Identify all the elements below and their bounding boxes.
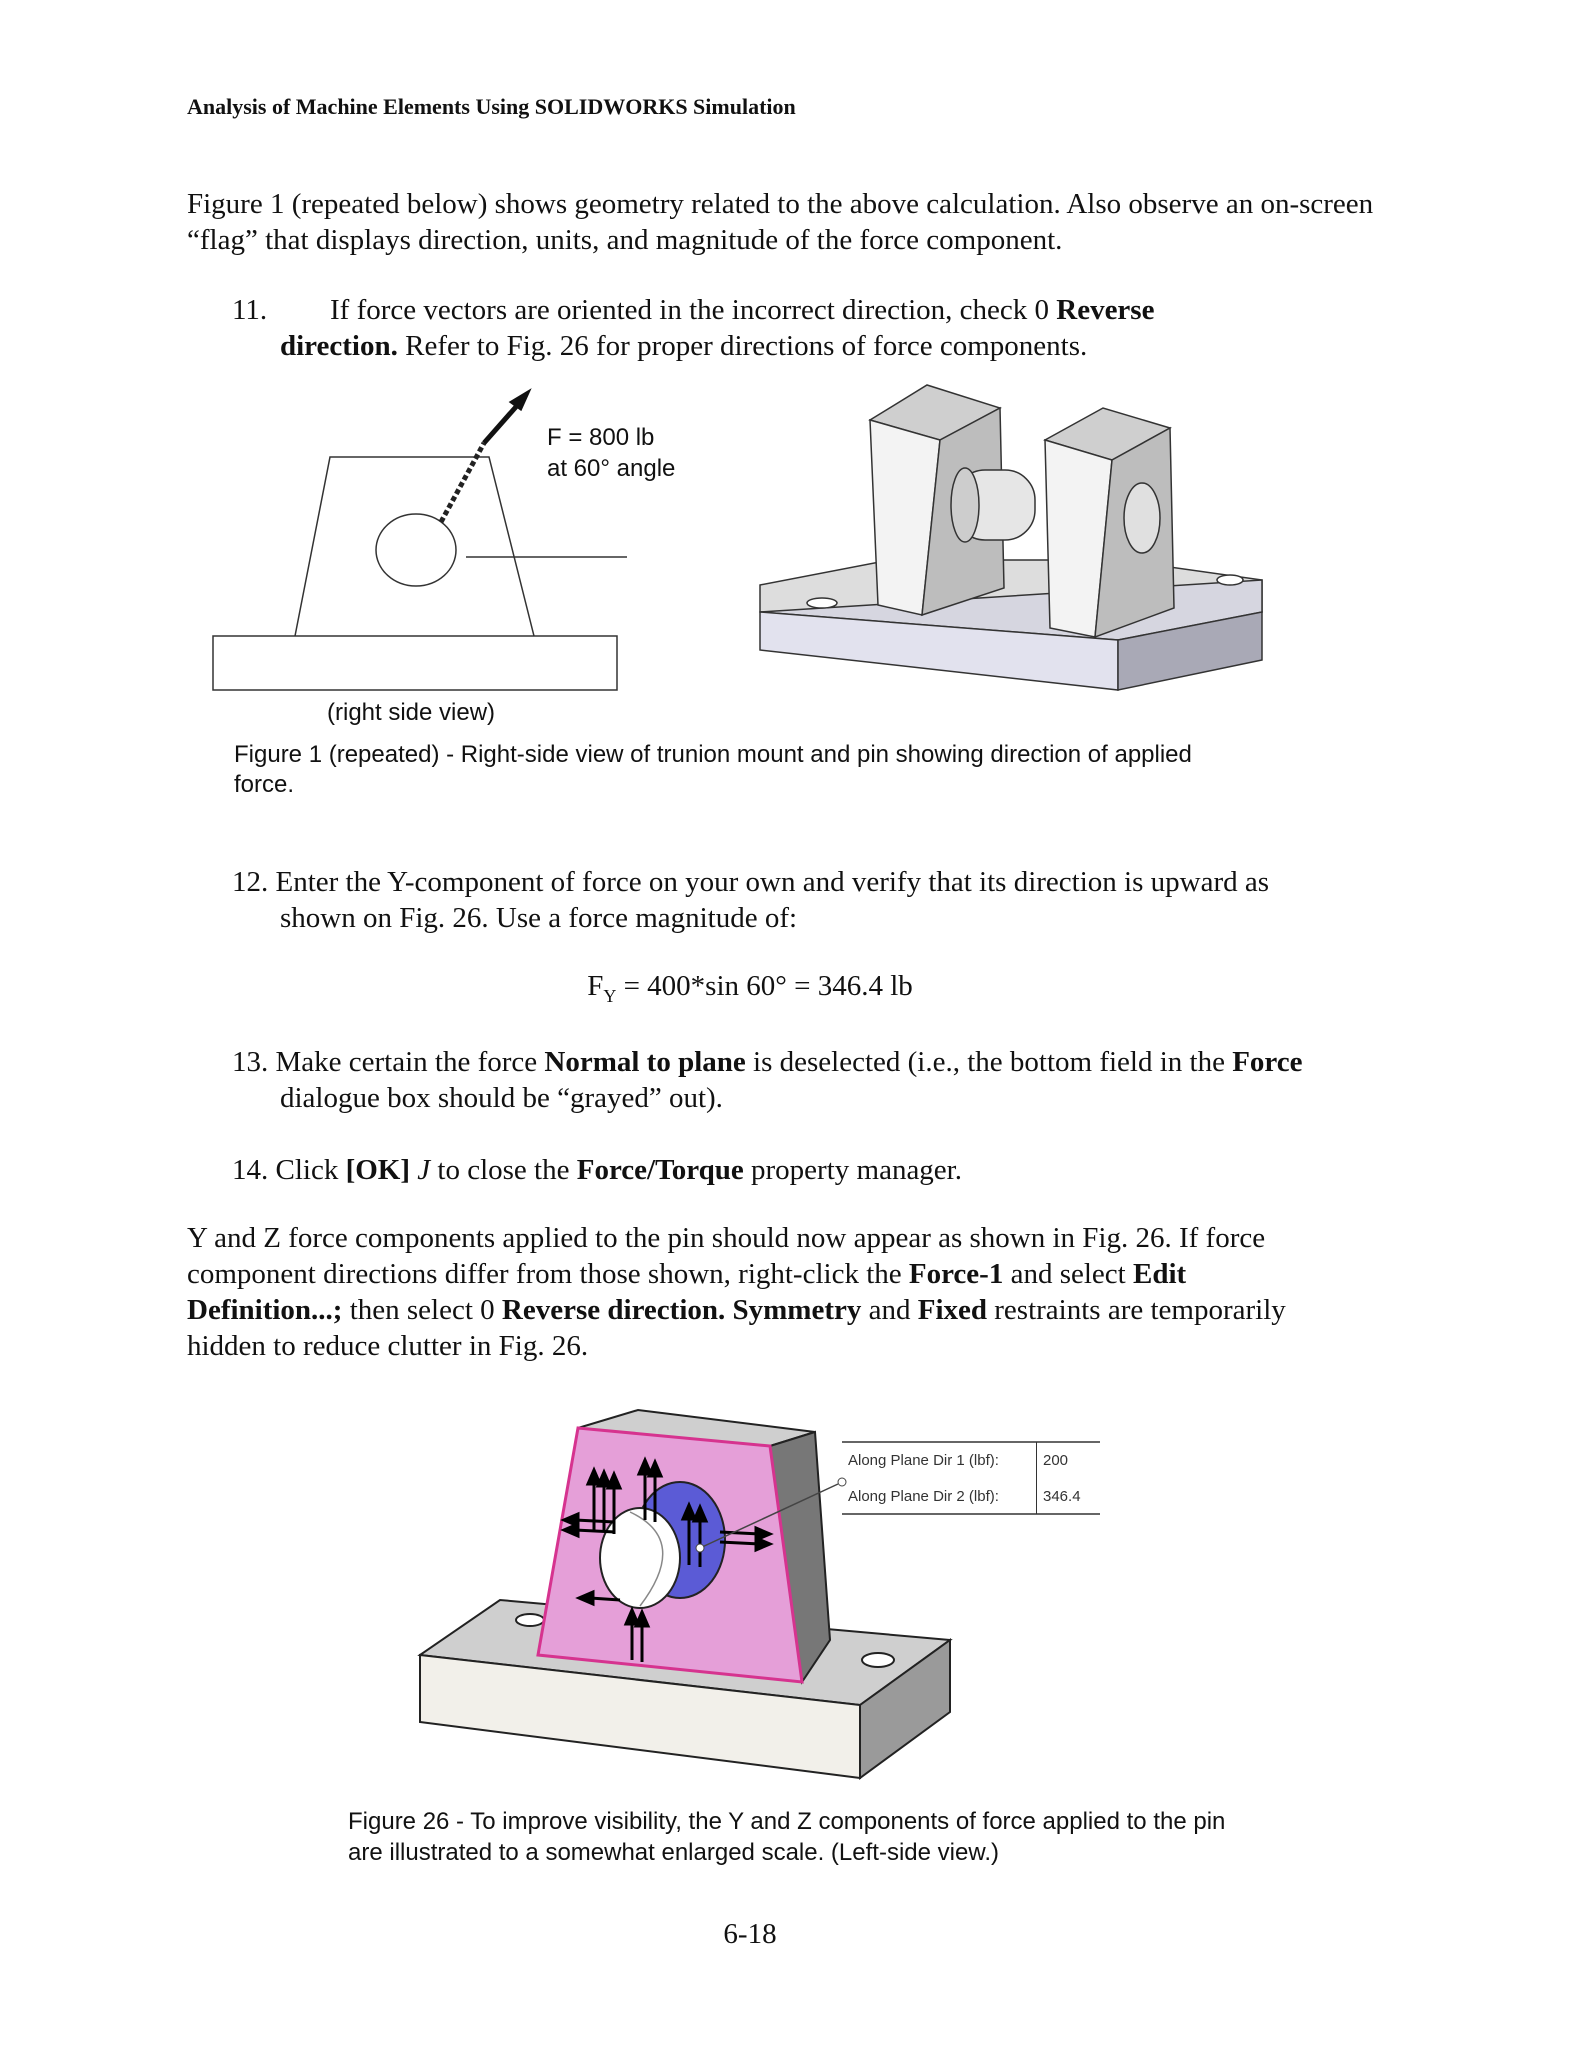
step-text: Make certain the force [275, 1046, 545, 1078]
flag-row [842, 1478, 1081, 1514]
flag-value: 200 [1036, 1442, 1068, 1478]
para-text: and select [1003, 1258, 1133, 1290]
para-text: and [861, 1294, 918, 1326]
equation [0, 970, 1500, 1007]
figure-26-caption: Figure 26 - To improve visibility, the Y and Z components of force applied to the pin are illustrated to a somewhat enlarged scale. (Left-side view.) [348, 1808, 1226, 1866]
running-header: Analysis of Machine Elements Using SOLIDWORKS Simulation [187, 94, 796, 119]
step-text: dialogue box should be “grayed” out). [280, 1082, 723, 1114]
para-bold: Symmetry [732, 1294, 862, 1326]
view-label: (right side view) [327, 699, 496, 726]
trunion-mount-isometric [760, 385, 1262, 690]
step-text: Click [275, 1154, 346, 1186]
force-label [547, 422, 675, 484]
flag-label: Along Plane Dir 2 (lbf): [848, 1487, 999, 1505]
step-bold: direction. [280, 330, 398, 362]
step-italic: J [410, 1154, 431, 1186]
flag-row [842, 1442, 1081, 1478]
equation-rhs: = 400*sin 60° = 346.4 lb [616, 970, 913, 1002]
step-text: Refer to Fig. 26 for proper directions of force components. [397, 330, 1088, 362]
para-text: Y and Z force components applied to the pin should now appear as shown in Fig. 26. If force component directions differ from those shown, right-click the [187, 1222, 1266, 1290]
step-text: If force vectors are oriented in the incorrect direction, check 0 [330, 294, 1057, 326]
step-14 [232, 1152, 1302, 1188]
para-text: restraints are temporarily hidden to reduce clutter in Fig. 26. [187, 1294, 1286, 1362]
step-text: to close the [430, 1154, 577, 1186]
step-bold: Reverse [1056, 294, 1155, 326]
step-text: is deselected (i.e., the bottom field in the [745, 1046, 1233, 1078]
force-label-line-2: at 60° angle [547, 455, 676, 482]
closing-paragraph [187, 1220, 1317, 1364]
step-number: 13. [232, 1046, 269, 1078]
figure-1-caption: Figure 1 (repeated) - Right-side view of trunion mount and pin showing direction of applied force. [234, 741, 1192, 798]
flag-value: 346.4 [1036, 1478, 1081, 1514]
para-bold: Reverse direction. [501, 1294, 726, 1326]
para-bold: Force-1 [908, 1258, 1004, 1290]
para-text: then select 0 [342, 1294, 502, 1326]
step-12 [232, 864, 1302, 936]
step-bold: [OK] [345, 1154, 411, 1186]
step-number: 14. [232, 1154, 269, 1186]
step-13 [232, 1044, 1322, 1116]
para-bold: Fixed [917, 1294, 988, 1326]
step-bold: Normal to plane [544, 1046, 746, 1078]
step-bold: Force [1232, 1046, 1303, 1078]
para-text [725, 1294, 732, 1326]
step-text: Enter the Y-component of force on your own and verify that its direction is upward as shown on Fig. 26. Use a force magnitude of: [275, 866, 1270, 934]
step-number: 11. [232, 294, 268, 326]
intro-paragraph: Figure 1 (repeated below) shows geometry related to the above calculation. Also observe an on-screen “flag” that displays direction, units, and magnitude of the force component. [187, 188, 1374, 256]
page-number: 6-18 [723, 1918, 777, 1950]
para-bold: Edit Definition...; [187, 1258, 1187, 1326]
step-number: 12. [232, 866, 269, 898]
step-bold: Force/Torque [576, 1154, 744, 1186]
flag-label: Along Plane Dir 1 (lbf): [848, 1451, 999, 1469]
force-flag [842, 1442, 1081, 1514]
step-11 [232, 292, 1292, 364]
equation-subscript: Y [603, 985, 617, 1006]
step-text: property manager. [743, 1154, 962, 1186]
equation-symbol: F [587, 970, 604, 1002]
force-label-line-1: F = 800 lb [547, 424, 655, 451]
